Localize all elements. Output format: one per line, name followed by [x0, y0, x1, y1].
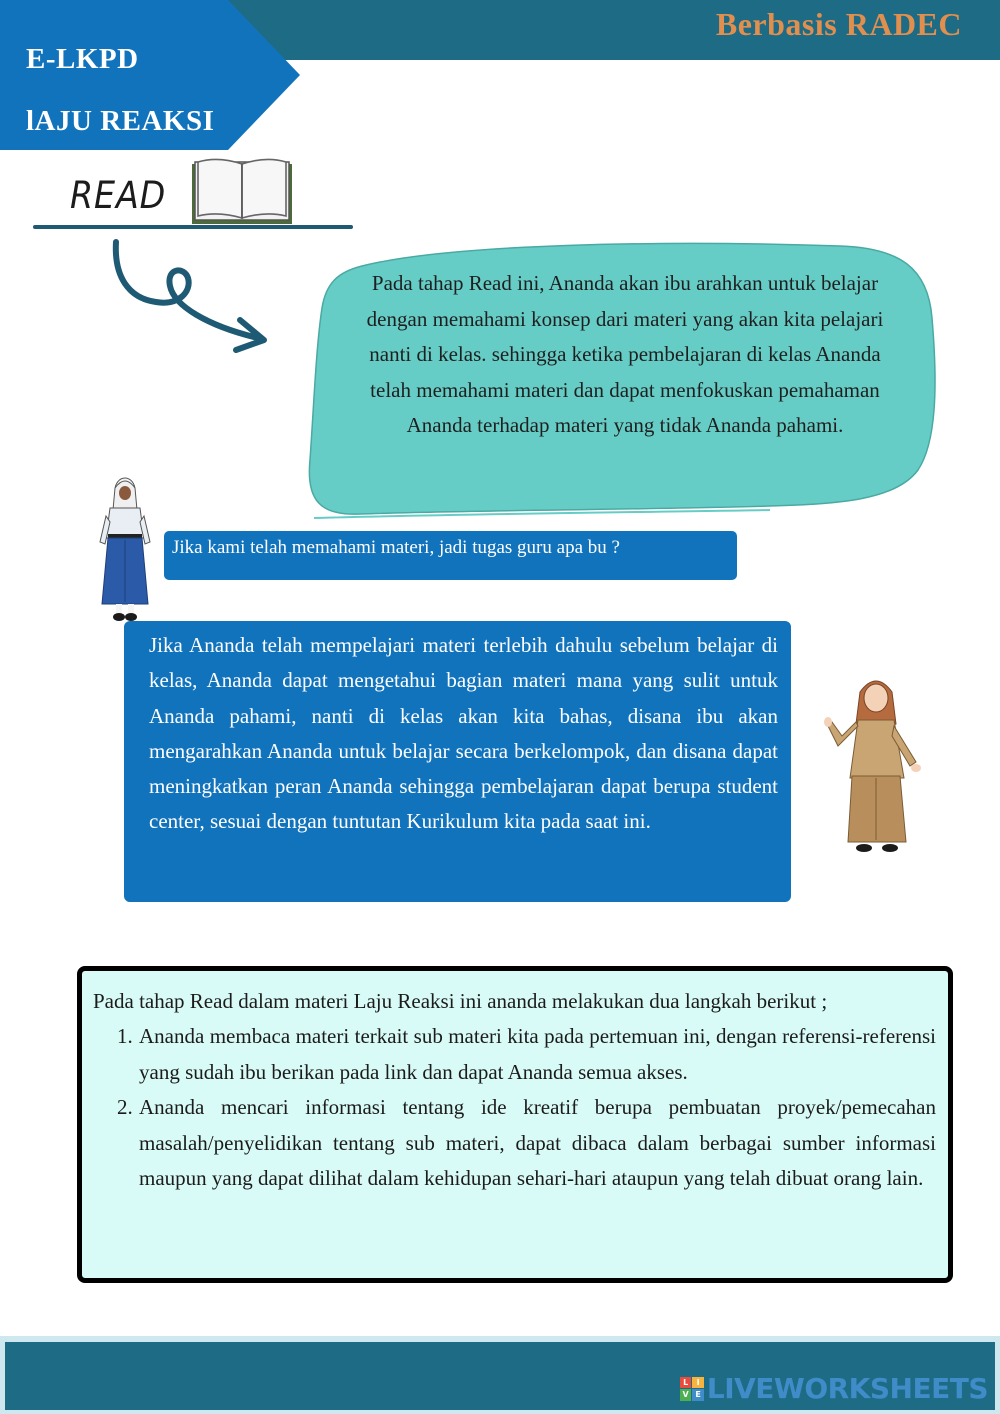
step-number: 2. — [117, 1095, 133, 1120]
step-text: Ananda membaca materi terkait sub materi kita pada pertemuan ini, dengan referensi-referensi yang sudah ibu berikan pada link dan dapat Ananda semua akses. — [139, 1024, 936, 1084]
step-text: Ananda mencari informasi tentang ide kreatif berupa pembuatan proyek/pemecahan masalah/penyelidikan tentang sub materi, dapat dibaca dalam berbagai sumber informasi maupun yang dapat dilihat dalam kehidupan sehari-hari ataupun yang telah dibuat orang lain. — [139, 1095, 936, 1191]
intro-bubble-text: Pada tahap Read ini, Ananda akan ibu arahkan untuk belajar dengan memahami konsep dari materi yang akan kita pelajari nanti di kelas. sehingga ketika pembelajaran di kelas Ananda telah memahami materi dan dapat menfokuskan pemahaman Ananda terhadap materi yang tidak Ananda pahami. — [366, 271, 884, 437]
steps-intro: Pada tahap Read dalam materi Laju Reaksi ini ananda melakukan dua langkah berikut ; — [93, 989, 828, 1013]
student-illustration — [92, 476, 158, 624]
swirl-arrow-icon — [108, 236, 288, 366]
open-book-icon — [190, 156, 294, 226]
teacher-answer: Jika Ananda telah mempelajari materi terlebih dahulu sebelum belajar di kelas, Ananda dapat mengetahui bagian materi mana yang sulit untuk Ananda pahami, nanti di kelas akan kita bahas, disana ibu akan mengarahkan Ananda untuk belajar secara berkelompok, dan disana dapat meningkatkan peran Ananda sehingga pembelajaran dapat berupa student center, sesuai dengan tuntutan Kurikulum kita pada saat ini. — [124, 621, 791, 902]
step-item-1 — [93, 1019, 936, 1090]
teacher-illustration — [820, 672, 932, 858]
page-title — [26, 28, 214, 152]
step-number: 1. — [117, 1024, 133, 1049]
title-line-1: E-LKPD — [26, 43, 139, 75]
section-label: READ — [70, 174, 167, 217]
brand-title: Berbasis RADEC — [715, 6, 962, 42]
liveworksheets-logo[interactable] — [680, 1372, 988, 1405]
step-item-2 — [93, 1090, 936, 1196]
liveworksheets-grid-icon: L I V E — [680, 1377, 704, 1401]
liveworksheets-text: LIVEWORKSHEETS — [706, 1372, 988, 1405]
title-line-2: lAJU REAKSI — [26, 105, 215, 137]
steps-panel — [77, 966, 953, 1283]
steps-list — [93, 1019, 936, 1196]
student-question: Jika kami telah memahami materi, jadi tugas guru apa bu ? — [164, 531, 737, 580]
section-underline — [33, 225, 353, 229]
